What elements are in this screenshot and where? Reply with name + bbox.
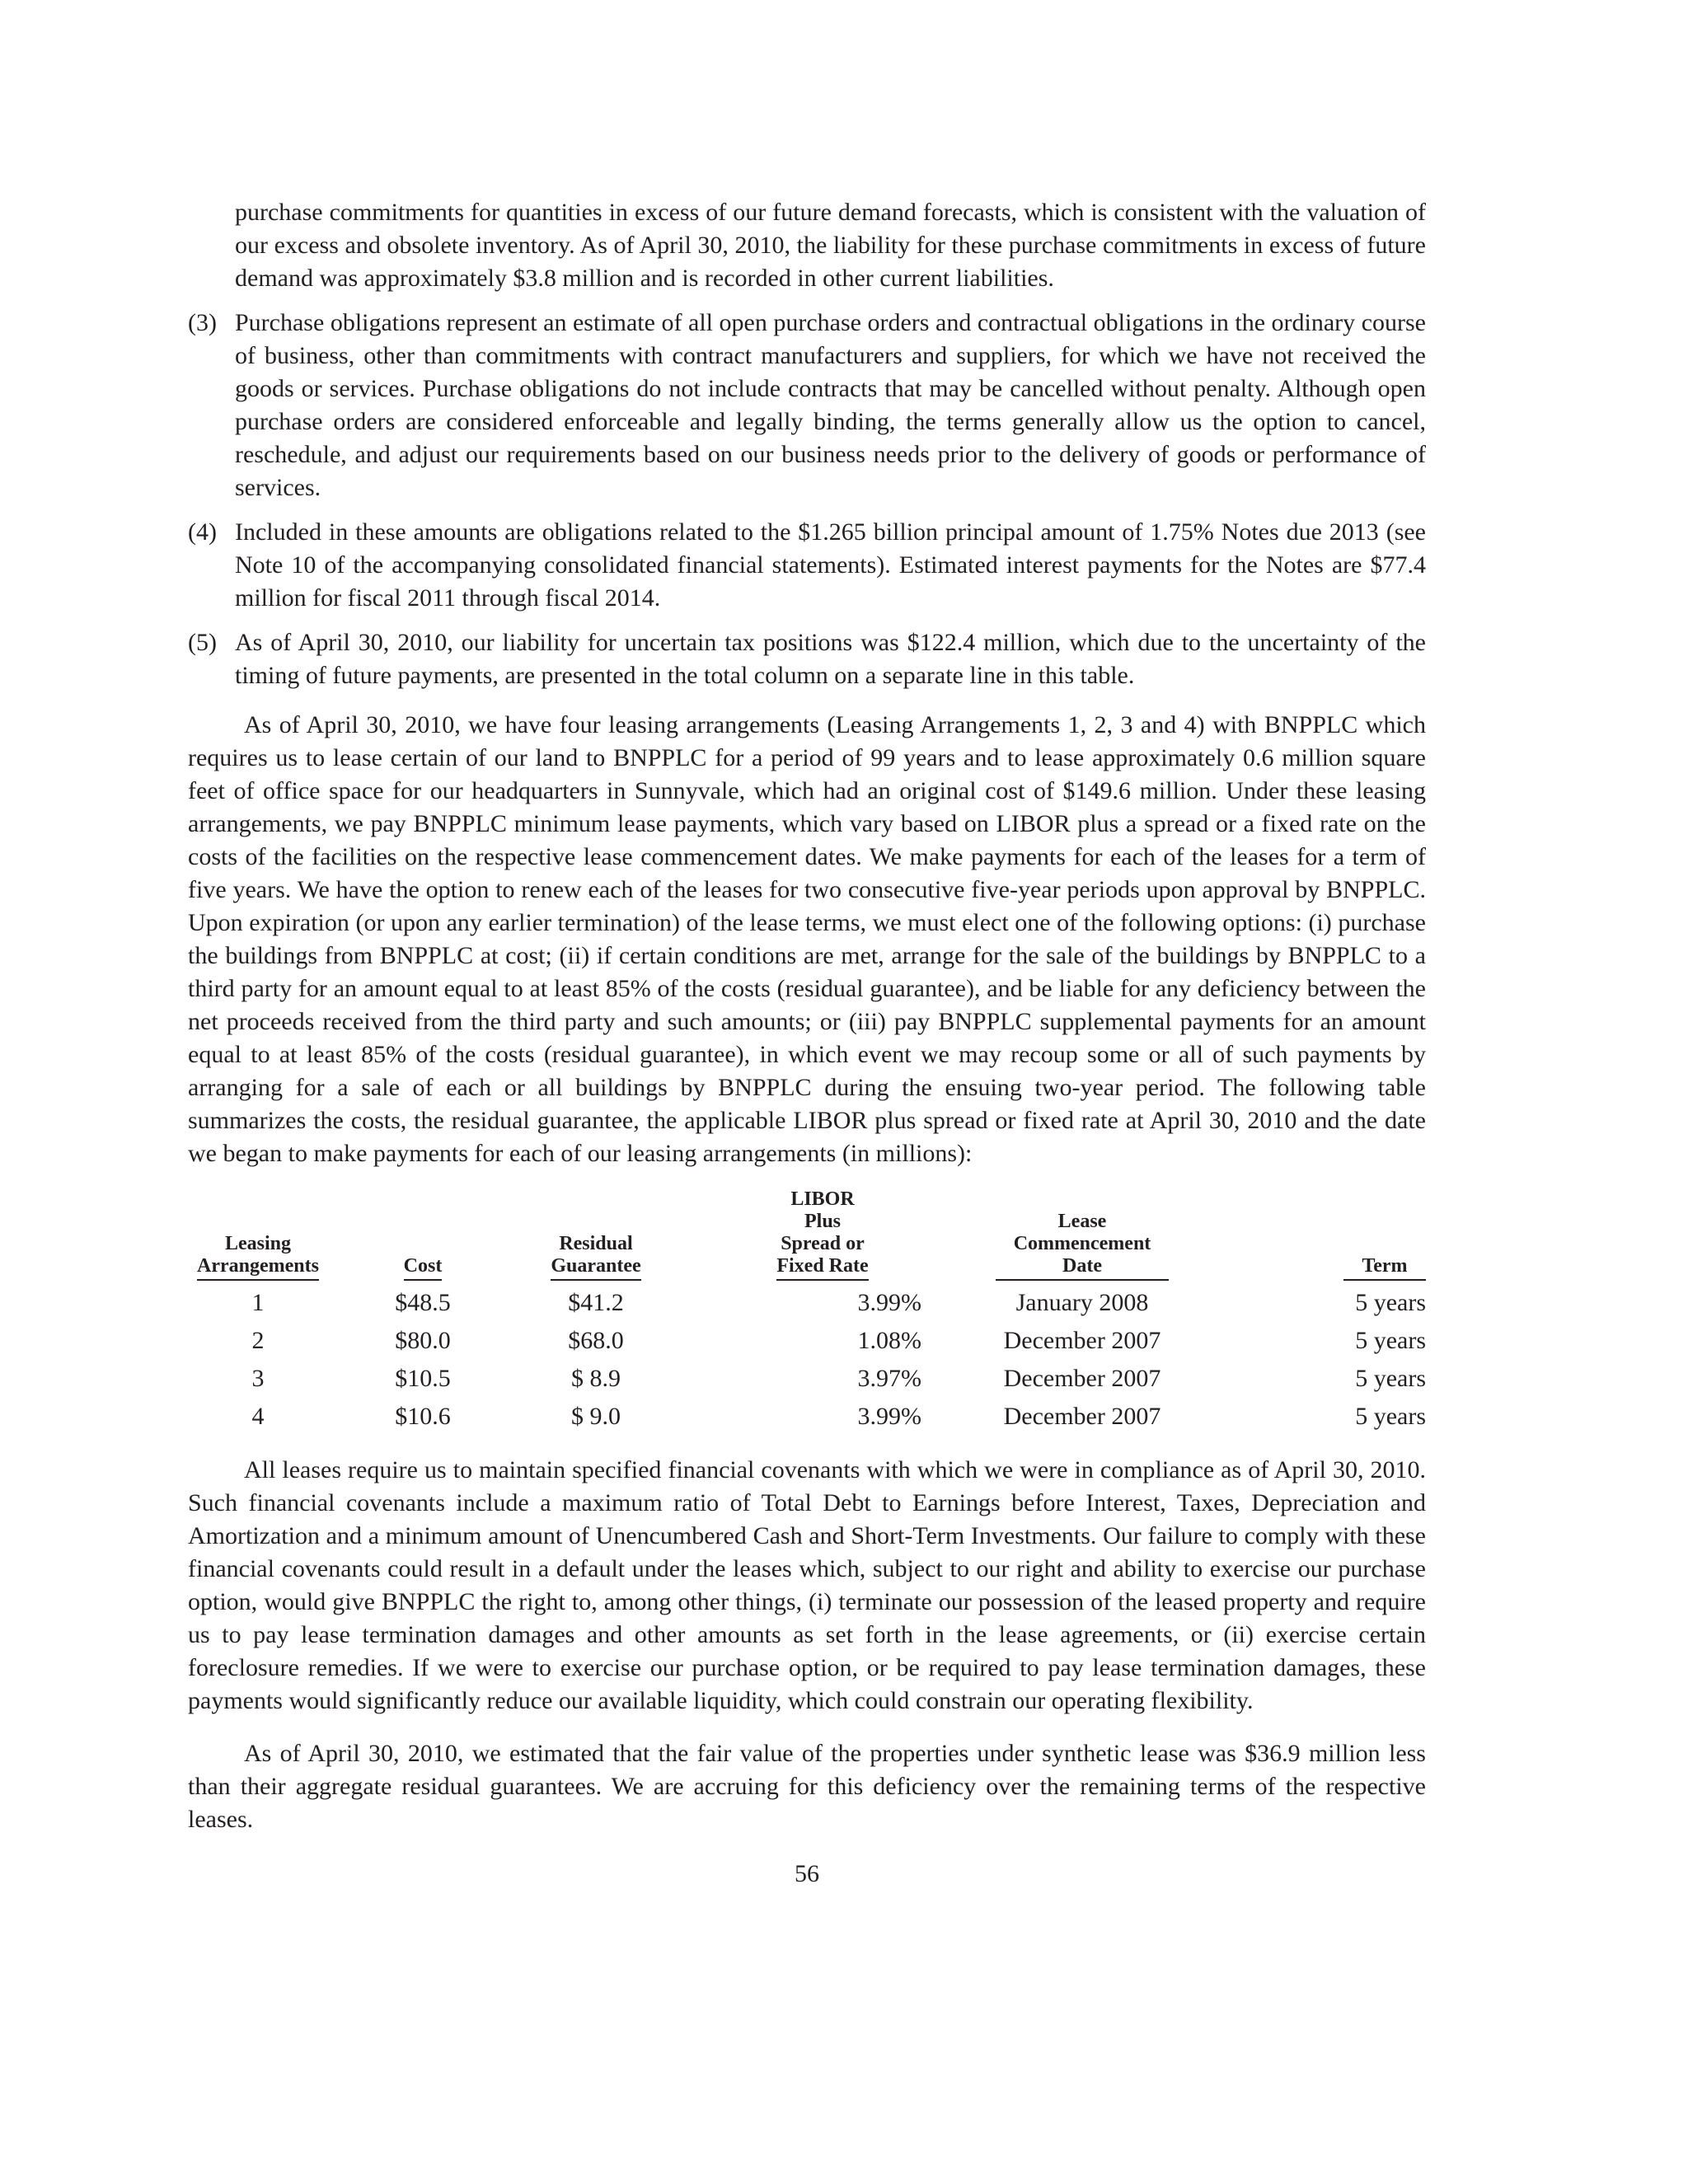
cell-arrangement: 3 [251, 1365, 265, 1392]
cell-date: December 2007 [1003, 1403, 1161, 1430]
note-item [188, 516, 1426, 615]
note-text: Purchase obligations represent an estimate of all open purchase orders and contractual obligations in the ordinary course of business, other than commitments with contract manufacturers and suppliers, for which we have not received the goods or services. Purchase obligations do not include contracts that may be cancelled without penalty. Although open purchase orders are considered enforceable and legally binding, the terms generally allow us the option to cancel, reschedule, and adjust our requirements based on our business needs prior to the delivery of goods or performance of services. [235, 309, 1426, 501]
cell-date: December 2007 [1003, 1365, 1161, 1392]
header-cost: Cost [328, 1188, 518, 1284]
leasing-arrangements-paragraph: As of April 30, 2010, we have four leasing arrangements (Leasing Arrangements 1, 2, 3 and 4) with BNPPLC which requires us to lease certain of our land to BNPPLC for a period of 99 years and to lease approximately 0.6 million square feet of office space for our headquarters in Sunnyvale, which had an original cost of $149.6 million. Under these leasing arrangements, we pay BNPPLC minimum lease payments, which vary based on LIBOR plus a spread or a fixed rate on the costs of the facilities on the respective lease commencement dates. We make payments for each of the leases for a term of five years. We have the option to renew each of the leases for two consecutive five-year periods upon approval by BNPPLC. Upon expiration (or upon any earlier termination) of the lease terms, we must elect one of the following options: (i) purchase the buildings from BNPPLC at cost; (ii) if certain conditions are met, arrange for the sale of the buildings by BNPPLC to a third party for an amount equal to at least 85% of the costs (residual guarantee), and be liable for any deficiency between the net proceeds received from the third party and such amounts; or (iii) pay BNPPLC supplemental payments for an amount equal to at least 85% of the costs (residual guarantee), in which event we may recoup some or all of such payments by arranging for a sale of each or all buildings by BNPPLC during the ensuing two-year period. The following table summarizes the costs, the residual guarantee, the applicable LIBOR plus spread or fixed rate at April 30, 2010 and the date we began to make payments for each of our leasing arrangements (in millions): [188, 711, 1426, 1167]
cell-residual: $41.2 [568, 1289, 624, 1316]
table-row [188, 1322, 1426, 1360]
cell-arrangement: 4 [251, 1403, 265, 1430]
header-rate: LIBOR Plus Spread or Fixed Rate [674, 1188, 921, 1284]
cell-cost: $48.5 [395, 1289, 451, 1316]
note-number: (3) [188, 309, 217, 336]
table-header-row [188, 1188, 1426, 1284]
cell-cost: $80.0 [395, 1327, 451, 1354]
note-item [188, 307, 1426, 504]
note-number: (4) [188, 518, 217, 546]
note-text: Included in these amounts are obligations related to the $1.265 billion principal amount of 1.75% Notes due 2013 (see Note 10 of the accompanying consolidated financial statements). Estimated interest payments for the Notes are $77.4 million for fiscal 2011 through fiscal 2014. [235, 518, 1426, 612]
cell-rate: 1.08% [857, 1327, 921, 1354]
table-row [188, 1398, 1426, 1436]
cell-residual: $ 9.0 [571, 1403, 621, 1430]
cell-term: 5 years [1355, 1327, 1426, 1354]
note-item [188, 626, 1426, 692]
cell-term: 5 years [1355, 1403, 1426, 1430]
cell-residual: $ 8.9 [571, 1365, 621, 1392]
note-number: (5) [188, 629, 217, 656]
header-residual-guarantee: Residual Guarantee [518, 1188, 674, 1284]
cell-cost: $10.5 [395, 1365, 451, 1392]
table-row [188, 1284, 1426, 1322]
cell-residual: $68.0 [568, 1327, 624, 1354]
note-text: As of April 30, 2010, our liability for uncertain tax positions was $122.4 million, which due to the uncertainty of the timing of future payments, are presented in the total column on a separate line in this table. [235, 629, 1426, 689]
cell-term: 5 years [1355, 1365, 1426, 1392]
cell-term: 5 years [1355, 1289, 1426, 1316]
cell-arrangement: 2 [251, 1327, 265, 1354]
note-continuation-text: purchase commitments for quantities in excess of our future demand forecasts, which is consistent with the valuation of our excess and obsolete inventory. As of April 30, 2010, the liability for these purchase commitments in excess of future demand was approximately $3.8 million and is recorded in other current liabilities. [235, 199, 1426, 292]
cell-rate: 3.99% [857, 1403, 921, 1430]
cell-rate: 3.97% [857, 1365, 921, 1392]
document-page [188, 196, 1426, 1891]
cell-date: January 2008 [1015, 1289, 1149, 1316]
covenants-paragraph: All leases require us to maintain specified financial covenants with which we were in compliance as of April 30, 2010. Such financial covenants include a maximum ratio of Total Debt to Earnings before Interest, Taxes, Depreciation and Amortization and a minimum amount of Unencumbered Cash and Short-Term Investments. Our failure to comply with these financial covenants could result in a default under the leases which, subject to our right and ability to exercise our purchase option, would give BNPPLC the right to, among other things, (i) terminate our possession of the leased property and require us to pay lease termination damages and other amounts as set forth in the lease agreements, or (ii) exercise certain foreclosure remedies. If we were to exercise our purchase option, or be required to pay lease termination damages, these payments would significantly reduce our available liquidity, which could constrain our operating flexibility. [188, 1456, 1426, 1714]
cell-arrangement: 1 [251, 1289, 265, 1316]
cell-date: December 2007 [1003, 1327, 1161, 1354]
leasing-arrangements-table [188, 1188, 1426, 1436]
page-number: 56 [795, 1860, 819, 1887]
table-row [188, 1360, 1426, 1398]
fair-value-paragraph: As of April 30, 2010, we estimated that the fair value of the properties under synthetic lease was $36.9 million less than their aggregate residual guarantees. We are accruing for this deficiency over the remaining terms of the respective leases. [188, 1740, 1426, 1833]
header-commencement-date: Lease Commencement Date [921, 1188, 1243, 1284]
note-continuation [188, 196, 1426, 295]
header-term: Term [1243, 1188, 1426, 1284]
header-arrangements: Leasing Arrangements [188, 1188, 328, 1284]
cell-cost: $10.6 [395, 1403, 451, 1430]
cell-rate: 3.99% [857, 1289, 921, 1316]
